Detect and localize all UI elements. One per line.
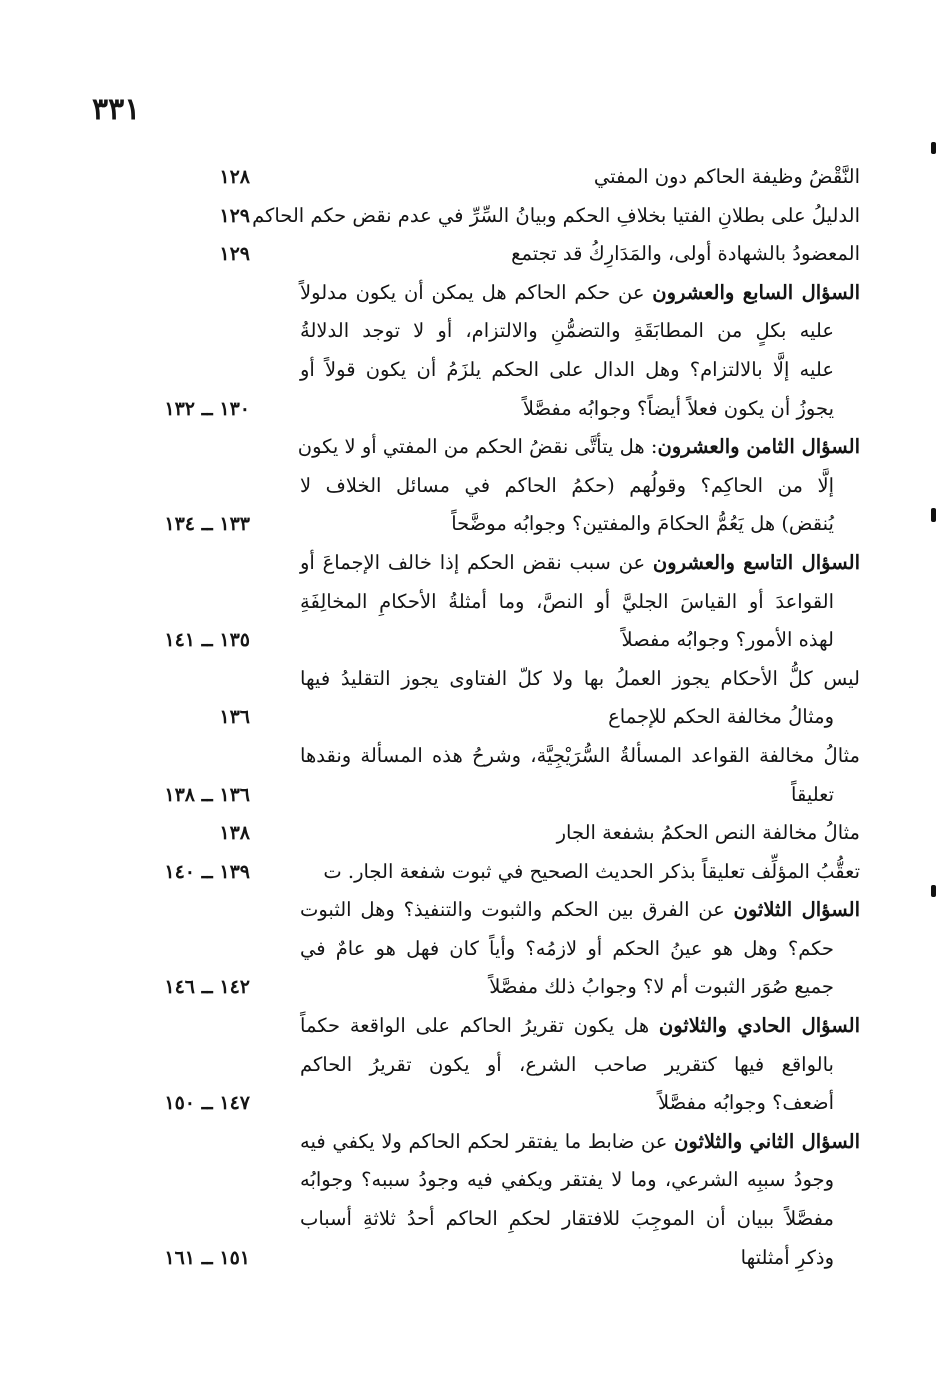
entry-description: وذكرِ أمثلتها: [740, 1245, 834, 1269]
toc-entry-text: [300, 467, 834, 506]
toc-entry-text: [300, 544, 860, 583]
entry-description: إلَّا من الحاكِم؟ وقولُهم (حكمُ الحاكم في مسائل الخلاف لا: [300, 473, 834, 497]
toc-entry: [0, 1123, 936, 1162]
entry-description: هل يكون تقريرُ الحاكم على الواقعة حكماً: [300, 1014, 659, 1038]
question-heading: السؤال الحادي والثلاثون: [658, 1014, 860, 1038]
toc-entry-text: [300, 274, 860, 313]
entry-description: لهذه الأمور؟ وجوابُه مفصلاً: [621, 628, 834, 652]
toc-entry: [0, 737, 936, 776]
entry-description: القواعدَ أو القياسَ الجليَّ أو النصَّ، وما أمثلةُ الأحكامِ المخالِفَةِ: [300, 589, 834, 613]
toc-entry-continuation: [0, 467, 936, 506]
toc-entry: [0, 814, 936, 853]
entry-description: عن حكم الحاكم هل يمكن أن يكون مدلولاً: [300, 280, 653, 304]
entry-description: مفصَّلاً ببيان أن الموجِبَ للافتقار لحكمِ الحاكم أحدُ ثلاثةِ أسباب: [300, 1207, 834, 1231]
toc-entry-text: [300, 312, 834, 351]
entry-description: المعضودُ بالشهادة أولى، والمَدَارِكُ قد تجتمع: [511, 242, 860, 266]
page-range: ١٤٧ ــ ١٥٠: [164, 1092, 250, 1115]
table-of-contents: [0, 158, 936, 1277]
toc-entry-continuation: [0, 968, 936, 1007]
page-range: ١٣٣ ــ ١٣٤: [164, 513, 250, 536]
entry-description: ليس كلُّ الأحكام يجوز العملُ بها ولا كلّ الفتاوى يجوز التقليدُ فيها: [300, 666, 860, 690]
toc-entry: [0, 544, 936, 583]
entry-description: مثالُ مخالفة النص الحكمُ بشفعة الجار: [556, 821, 860, 845]
toc-entry-continuation: [0, 1239, 936, 1278]
entry-description: الدليلُ على بطلانِ الفتيا بخلافِ الحكم وبيانُ السِّرِّ في عدم نقض حكم الحاكم: [252, 203, 860, 227]
page-range: ١٣٩ ــ ١٤٠: [164, 860, 250, 883]
entry-description: ومثالُ مخالفة الحكم للإجماع: [608, 705, 834, 729]
toc-entry-continuation: [0, 390, 936, 429]
toc-entry-text: [300, 930, 834, 969]
page-range: ١٢٩: [219, 243, 250, 266]
question-heading: السؤال التاسع والعشرون: [652, 550, 860, 574]
entry-description: أضعف؟ وجوابُه مفصَّلاً: [657, 1091, 834, 1115]
toc-entry-continuation: [0, 583, 936, 622]
toc-entry-text: [300, 853, 860, 892]
entry-description: وجودُ سببِه الشرعي، وما لا يفتقر ويكفي فيه وجودُ سببه؟ وجوابُه: [300, 1168, 834, 1192]
toc-entry-continuation: [0, 1200, 936, 1239]
toc-entry-continuation: [0, 1161, 936, 1200]
entry-description: عليه إلَّا بالالتزام؟ وهل الدال على الحكم يلزَمُ أن يكون قولاً أو: [300, 357, 834, 381]
toc-entry: [0, 853, 936, 892]
question-heading: السؤال الثاني والثلاثون: [674, 1129, 860, 1153]
entry-description: حكم؟ وهل هو عينُ الحكم أو لازمُه؟ وأياً كان فهل هو عامٌ في: [300, 936, 834, 960]
toc-entry-text: [252, 197, 860, 236]
toc-entry-text: [300, 968, 834, 1007]
toc-entry-text: [300, 351, 834, 390]
toc-entry-text: [300, 660, 860, 699]
toc-entry: [0, 197, 936, 236]
entry-description: عليه بكلٍ من المطابَقَةِ والتضمُّنِ والالتزام، أو لا توجد الدلالةُ: [300, 319, 834, 343]
entry-description: : هل يتأتَّى نقضُ الحكم من المفتي أو لا يكون: [297, 435, 658, 459]
toc-entry-text: [300, 1123, 860, 1162]
toc-entry-continuation: [0, 505, 936, 544]
page-range: ١٢٨: [219, 166, 250, 188]
toc-entry-text: [300, 621, 834, 660]
toc-entry: [0, 428, 936, 467]
entry-description: عن الفرق بين الحكم والثبوت والتنفيذ؟ وهل الثبوت: [300, 898, 734, 922]
entry-description: عن ضابط ما يفتقر لحكم الحاكم ولا يكفي فيه: [300, 1129, 675, 1153]
toc-entry-text: [300, 1046, 834, 1085]
entry-description: يُنقض) هل يَعُمُّ الحكامَ والمفتين؟ وجوابُه موضَّحاً: [451, 512, 834, 536]
toc-entry-text: [300, 776, 834, 815]
toc-entry-text: [300, 235, 860, 274]
toc-entry-continuation: [0, 621, 936, 660]
toc-entry-continuation: [0, 698, 936, 737]
toc-entry-continuation: [0, 1084, 936, 1123]
page-range: ١٥١ ــ ١٦١: [164, 1246, 250, 1269]
toc-entry-text: [300, 1239, 834, 1278]
toc-entry-text: [300, 1007, 860, 1046]
toc-entry-text: [300, 1084, 834, 1123]
toc-entry-text: [300, 698, 834, 737]
entry-description: عن سبب نقض الحكم إذا خالف الإجماعَ أو: [300, 550, 653, 574]
entry-description: مثالُ مخالفة القواعد المسألةُ السُّرَيْجِيَّة، وشرحُ هذه المسألة ونقدها: [300, 743, 860, 767]
page-range: ١٢٩: [219, 204, 250, 227]
margin-mark: [931, 508, 936, 522]
page-number: ٣٣١: [92, 92, 141, 127]
entry-description: جميع صُوَر الثبوت أم لا؟ وجوابُ ذلك مفصَّلاً: [489, 975, 834, 999]
toc-entry-text: [300, 505, 834, 544]
toc-entry: [0, 660, 936, 699]
page-range: ١٤٢ ــ ١٤٦: [164, 976, 250, 999]
margin-mark: [931, 885, 936, 897]
toc-entry-text: [300, 737, 860, 776]
page-range: ١٣٨: [219, 822, 250, 845]
toc-entry-text: [300, 814, 860, 853]
entry-description: تعقُّبُ المؤلِّف تعليقاً بذكر الحديث الصحيح في ثبوت شفعة الجار. ت: [323, 859, 860, 883]
toc-entry-text: [300, 1200, 834, 1239]
question-heading: السؤال الثلاثون: [733, 898, 860, 922]
toc-entry-text: [300, 583, 834, 622]
margin-mark: [931, 142, 936, 154]
toc-entry-text: [300, 891, 860, 930]
toc-entry: [0, 891, 936, 930]
toc-entry-continuation: [0, 312, 936, 351]
toc-entry-text: [300, 390, 834, 429]
toc-entry-text: [297, 428, 860, 467]
toc-entry-continuation: [0, 351, 936, 390]
toc-entry: [0, 1007, 936, 1046]
entry-description: بالواقع فيها كتقرير صاحب الشرع، أو يكون تقريرُ الحاكم: [300, 1052, 834, 1076]
toc-entry-continuation: [0, 930, 936, 969]
toc-entry-continuation: [0, 1046, 936, 1085]
question-heading: السؤال السابع والعشرون: [652, 280, 860, 304]
page-range: ١٣٠ ــ ١٣٢: [164, 397, 250, 420]
entry-description: تعليقاً: [791, 782, 834, 806]
page-range: ١٣٦ ــ ١٣٨: [164, 783, 250, 806]
toc-entry-text: [300, 1161, 834, 1200]
page-range: ١٣٥ ــ ١٤١: [164, 629, 250, 652]
toc-entry: [0, 158, 936, 197]
toc-entry-continuation: [0, 776, 936, 815]
entry-description: النَّقْضُ وظيفة الحاكم دون المفتي: [593, 165, 860, 188]
toc-entry: [0, 235, 936, 274]
question-heading: السؤال الثامن والعشرون: [657, 435, 860, 459]
page-range: ١٣٦: [219, 706, 250, 729]
entry-description: يجوزُ أن يكون فعلاً أيضاً؟ وجوابُه مفصَّلاً: [522, 396, 834, 420]
toc-entry: [0, 274, 936, 313]
toc-entry-text: [300, 158, 860, 197]
